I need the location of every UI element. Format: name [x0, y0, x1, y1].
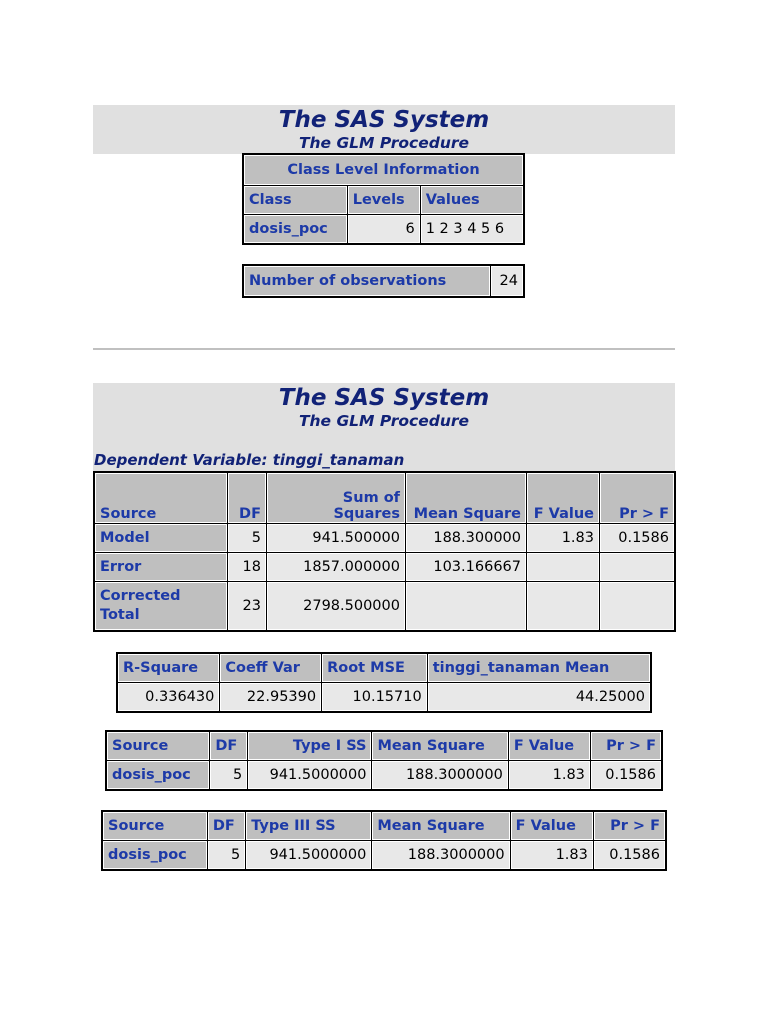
- observations-value: 24: [491, 266, 523, 296]
- type3-header: F Value: [511, 812, 593, 840]
- anova-cell: 18: [228, 553, 266, 581]
- class-level-caption: Class Level Information: [244, 155, 523, 185]
- anova-cell: 1.83: [527, 524, 599, 552]
- fit-cell: 44.25000: [428, 683, 650, 711]
- anova-table: [93, 471, 676, 632]
- fit-header: R-Square: [118, 654, 219, 682]
- type3-header: Mean Square: [372, 812, 509, 840]
- type3-cell: 5: [208, 841, 245, 869]
- fit-statistics-table: [116, 652, 652, 713]
- anova-row-label: Error: [95, 553, 227, 581]
- type3-cell: 1.83: [511, 841, 593, 869]
- type1-cell: 188.3000000: [372, 761, 507, 789]
- type3-cell: 0.1586: [594, 841, 665, 869]
- anova-p-header: Pr > F: [600, 473, 674, 523]
- type1-ss-table: [105, 730, 663, 791]
- table-row: [118, 683, 650, 711]
- class-header: Class: [244, 186, 347, 214]
- type1-cell: 5: [210, 761, 247, 789]
- type3-cell: 188.3000000: [372, 841, 509, 869]
- values-value-cell: 1 2 3 4 5 6: [421, 215, 523, 243]
- anova-row-label: Model: [95, 524, 227, 552]
- type3-ss-table: [101, 810, 667, 871]
- type3-header: Source: [103, 812, 207, 840]
- anova-cell: [406, 582, 526, 630]
- values-header: Values: [421, 186, 523, 214]
- anova-cell: 23: [228, 582, 266, 630]
- type3-header: DF: [208, 812, 245, 840]
- table-row: [95, 582, 674, 630]
- anova-cell: 1857.000000: [267, 553, 405, 581]
- anova-f-header: F Value: [527, 473, 599, 523]
- anova-cell: 0.1586: [600, 524, 674, 552]
- table-row: [95, 553, 674, 581]
- type1-header: Mean Square: [372, 732, 507, 760]
- table-row: [103, 841, 665, 869]
- type1-cell: 0.1586: [591, 761, 661, 789]
- type1-cell: 941.5000000: [248, 761, 371, 789]
- class-level-table: [242, 153, 525, 245]
- section1-subtitle: The GLM Procedure: [298, 134, 470, 152]
- section2-title: The SAS System: [278, 385, 490, 411]
- fit-cell: 22.95390: [220, 683, 321, 711]
- anova-df-header: DF: [228, 473, 266, 523]
- section-divider: [93, 348, 675, 350]
- anova-source-header: Source: [95, 473, 227, 523]
- anova-cell: 188.300000: [406, 524, 526, 552]
- type1-header: Source: [107, 732, 209, 760]
- anova-cell: 5: [228, 524, 266, 552]
- section1-title: The SAS System: [278, 107, 490, 133]
- levels-header: Levels: [348, 186, 420, 214]
- table-row: [107, 761, 661, 789]
- section2-subtitle: The GLM Procedure: [298, 412, 470, 430]
- type3-row-label: dosis_poc: [103, 841, 207, 869]
- fit-header: Root MSE: [322, 654, 427, 682]
- type3-header: Type III SS: [246, 812, 371, 840]
- fit-cell: 10.15710: [322, 683, 427, 711]
- type3-header: Pr > F: [594, 812, 665, 840]
- anova-cell: [600, 553, 674, 581]
- type3-cell: 941.5000000: [246, 841, 371, 869]
- table-row: [95, 524, 674, 552]
- anova-ms-header: Mean Square: [406, 473, 526, 523]
- levels-value-cell: 6: [348, 215, 420, 243]
- class-name-cell: dosis_poc: [244, 215, 347, 243]
- anova-cell: 2798.500000: [267, 582, 405, 630]
- dependent-variable-label: Dependent Variable: tinggi_tanaman: [94, 451, 405, 469]
- anova-cell: [527, 553, 599, 581]
- type1-cell: 1.83: [509, 761, 590, 789]
- fit-cell: 0.336430: [118, 683, 219, 711]
- section1-banner: [93, 105, 675, 154]
- anova-ss-header: Sum of Squares: [267, 473, 405, 523]
- type1-header: DF: [210, 732, 247, 760]
- fit-header: Coeff Var: [220, 654, 321, 682]
- anova-cell: 941.500000: [267, 524, 405, 552]
- observations-label: Number of observations: [244, 266, 490, 296]
- fit-header: tinggi_tanaman Mean: [428, 654, 650, 682]
- anova-cell: [527, 582, 599, 630]
- type1-header: Pr > F: [591, 732, 661, 760]
- anova-cell: 103.166667: [406, 553, 526, 581]
- type1-header: F Value: [509, 732, 590, 760]
- observations-table: [242, 264, 525, 298]
- type1-header: Type I SS: [248, 732, 371, 760]
- anova-cell: [600, 582, 674, 630]
- type1-row-label: dosis_poc: [107, 761, 209, 789]
- anova-row-label: Corrected Total: [95, 582, 227, 630]
